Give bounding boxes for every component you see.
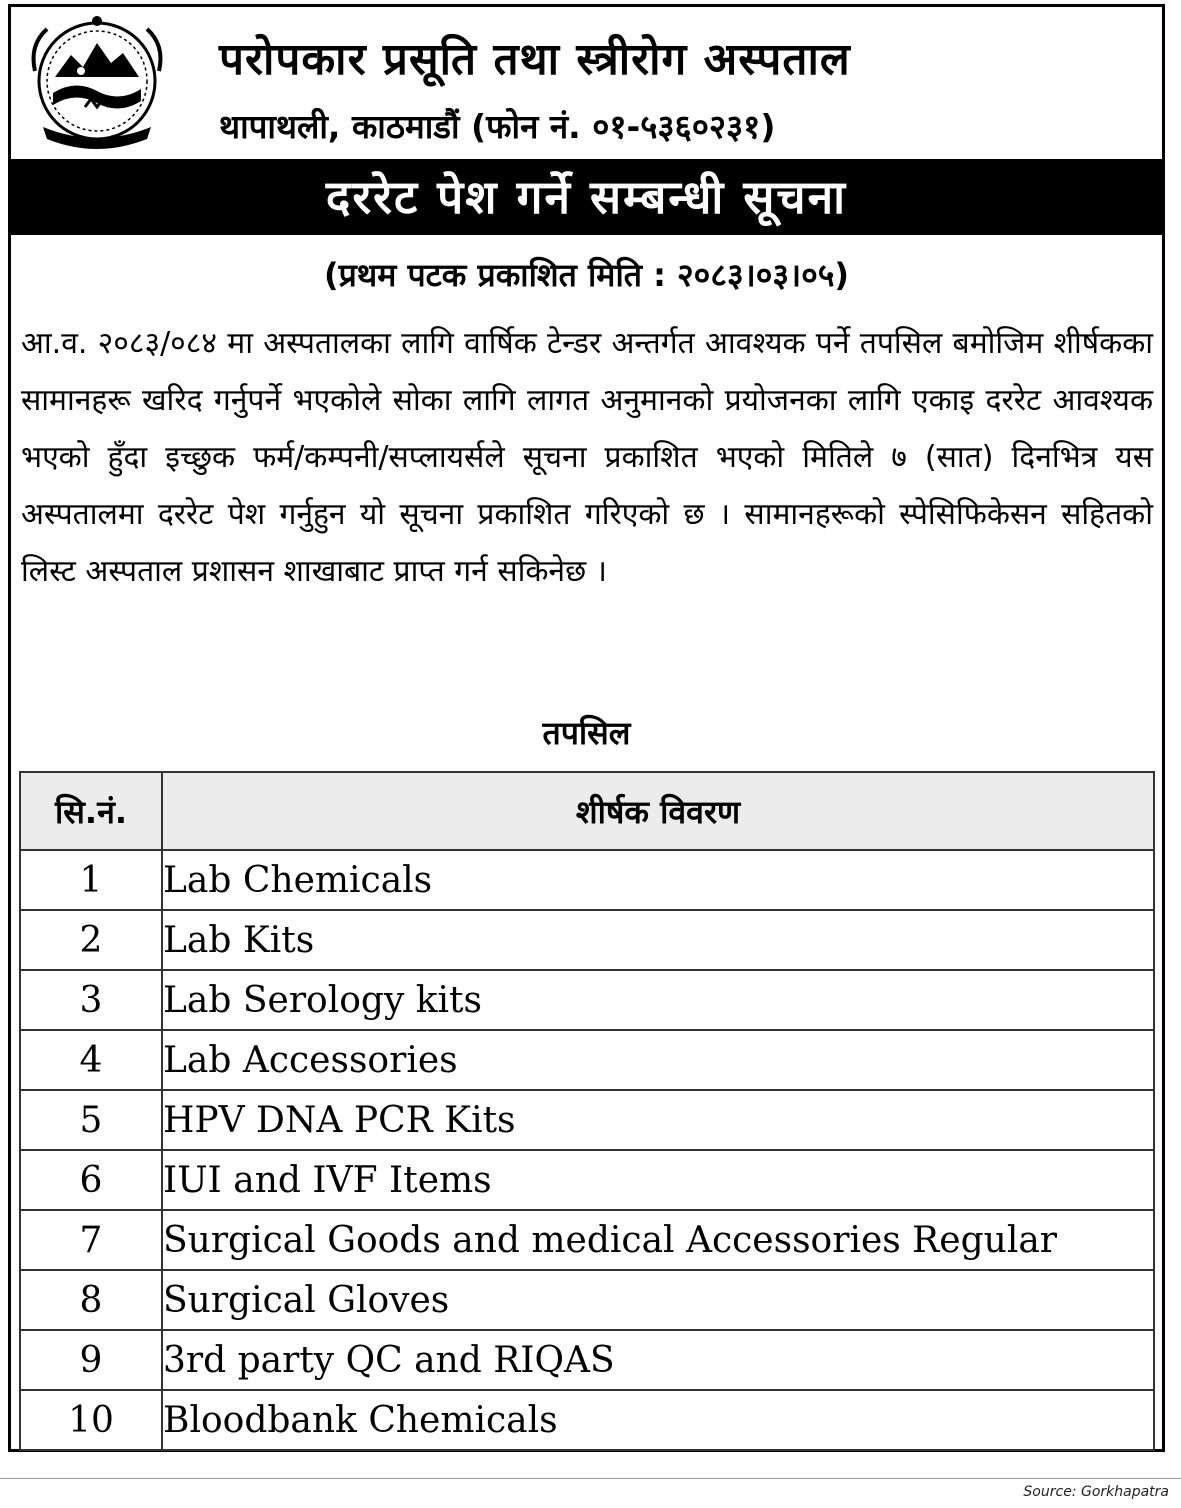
- table-row: [20, 850, 1154, 910]
- notice-body-text: आ.व. २०८३/०८४ मा अस्पतालका लागि वार्षिक टेन्डर अन्तर्गत आवश्यक पर्ने तपसिल बमोजिम शीर्षकका सामानहरू खरिद गर्नुपर्ने भएकोले सोका लागि लागत अनुमानको प्रयोजनका लागि एकाइ दररेट आवश्यक भएको हुँदा इच्छुक फर्म/कम्पनी/सप्लायर्सले सूचना प्रकाशित भएको मितिले ७ (सात) दिनभित्र यस अस्पतालमा दररेट पेश गर्नुहुन यो सूचना प्रकाशित गरिएको छ । सामानहरूको स्पेसिफिकेसन सहितको लिस्ट अस्पताल प्रशासन शाखाबाट प्राप्त गर्न सकिनेछ ।: [21, 326, 1153, 589]
- row-sn: 7: [20, 1210, 162, 1270]
- row-item: HPV DNA PCR Kits: [162, 1090, 1154, 1150]
- table-row: [20, 1270, 1154, 1330]
- row-item: Lab Kits: [162, 910, 1154, 970]
- row-item: Lab Chemicals: [162, 850, 1154, 910]
- row-sn: 5: [20, 1090, 162, 1150]
- table-caption: तपसिल: [542, 714, 631, 752]
- nepal-government-emblem-icon: [25, 15, 169, 151]
- row-sn: 3: [20, 970, 162, 1030]
- table-row: [20, 1210, 1154, 1270]
- items-table: [19, 771, 1155, 1451]
- org-name: परोपकार प्रसूति तथा स्त्रीरोग अस्पताल: [219, 34, 851, 85]
- row-item: Surgical Goods and medical Accessories Regular: [162, 1210, 1154, 1270]
- header: [11, 7, 1162, 159]
- row-sn: 4: [20, 1030, 162, 1090]
- row-sn: 10: [20, 1390, 162, 1450]
- table-header-row: [20, 772, 1154, 850]
- source-credit: Source: Gorkhapatra: [1023, 1484, 1169, 1500]
- column-header-item: शीर्षक विवरण: [162, 772, 1154, 850]
- table-row: [20, 1030, 1154, 1090]
- row-sn: 1: [20, 850, 162, 910]
- row-item: Surgical Gloves: [162, 1270, 1154, 1330]
- row-item: 3rd party QC and RIQAS: [162, 1330, 1154, 1390]
- org-address: थापाथली, काठमाडौं (फोन नं. ०१-५३६०२३१): [219, 107, 776, 146]
- column-header-sn: सि.नं.: [20, 772, 162, 850]
- row-item: IUI and IVF Items: [162, 1150, 1154, 1210]
- notice-title: दररेट पेश गर्ने सम्बन्धी सूचना: [11, 159, 1162, 235]
- row-sn: 2: [20, 910, 162, 970]
- table-row: [20, 1390, 1154, 1450]
- row-sn: 8: [20, 1270, 162, 1330]
- table-row: [20, 1150, 1154, 1210]
- row-item: Bloodbank Chemicals: [162, 1390, 1154, 1450]
- row-sn: 6: [20, 1150, 162, 1210]
- row-sn: 9: [20, 1330, 162, 1390]
- table-row: [20, 1330, 1154, 1390]
- table-row: [20, 910, 1154, 970]
- table-row: [20, 970, 1154, 1030]
- table-row: [20, 1090, 1154, 1150]
- row-item: Lab Serology kits: [162, 970, 1154, 1030]
- publish-date: (प्रथम पटक प्रकाशित मिति : २०८३।०३।०५): [323, 256, 850, 294]
- row-item: Lab Accessories: [162, 1030, 1154, 1090]
- footer-divider: [0, 1478, 1181, 1479]
- notice-box: [8, 4, 1165, 1452]
